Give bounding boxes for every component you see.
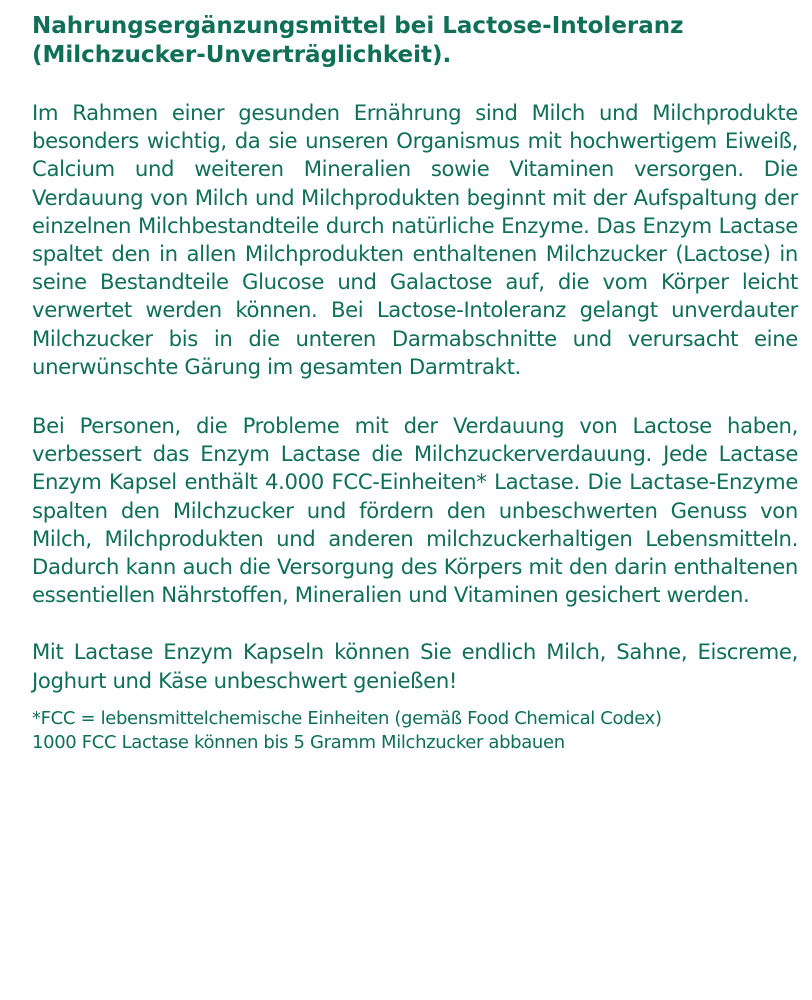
paragraph-lactase-enzyme: Bei Personen, die Probleme mit der Verdauung von Lactose haben, verbessert das Enzym Lactase die Milchzuckerverdauung. Jede Lactase Enzym Kapsel enthält 4.000 FCC-Einheiten* Lactase. Die Lactase-Enzyme spalten den Milchzucker und fördern den unbeschwerten Genuss von Milch, Milchprodukten und anderen milchzuckerhaltigen Lebensmitteln. Dadurch kann auch die Versorgung des Körpers mit den darin enthaltenen essentiellen Nährstoffen, Mineralien und Vitaminen gesichert werden. [32, 413, 798, 608]
title-line-1: Nahrungsergänzungsmittel bei Lactose-Intoleranz [32, 13, 684, 39]
footnote-line-1: *FCC = lebensmittelchemische Einheiten (gemäß Food Chemical Codex) [32, 707, 662, 729]
paragraph-conclusion: Mit Lactase Enzym Kapseln können Sie endlich Milch, Sahne, Eiscreme, Joghurt und Käse unbeschwert genießen! [32, 639, 798, 693]
footnote-line-2: 1000 FCC Lactase können bis 5 Gramm Milchzucker abbauen [32, 731, 565, 753]
title-line-2: (Milchzucker-Unverträglichkeit). [32, 42, 452, 68]
footnote [32, 707, 798, 755]
paragraph-intro: Im Rahmen einer gesunden Ernährung sind Milch und Milchprodukte besonders wichtig, da sie unseren Organismus mit hochwertigem Eiweiß, Calcium und weiteren Mineralien sowie Vitaminen versorgen. Die Verdauung von Milch und Milchprodukten beginnt mit der Aufspaltung der einzelnen Milchbestandteile durch natürliche Enzyme. Das Enzym Lactase spaltet den in allen Milchprodukten enthaltenen Milchzucker (Lactose) in seine Bestandteile Glucose und Galactose auf, die vom Körper leicht verwertet werden können. Bei Lactose-Intoleranz gelangt unverdauter Milchzucker bis in die unteren Darmabschnitte und verursacht eine unerwünschte Gärung im gesamten Darmtrakt. [32, 100, 798, 379]
document-page [32, 12, 798, 755]
document-title [32, 12, 798, 70]
